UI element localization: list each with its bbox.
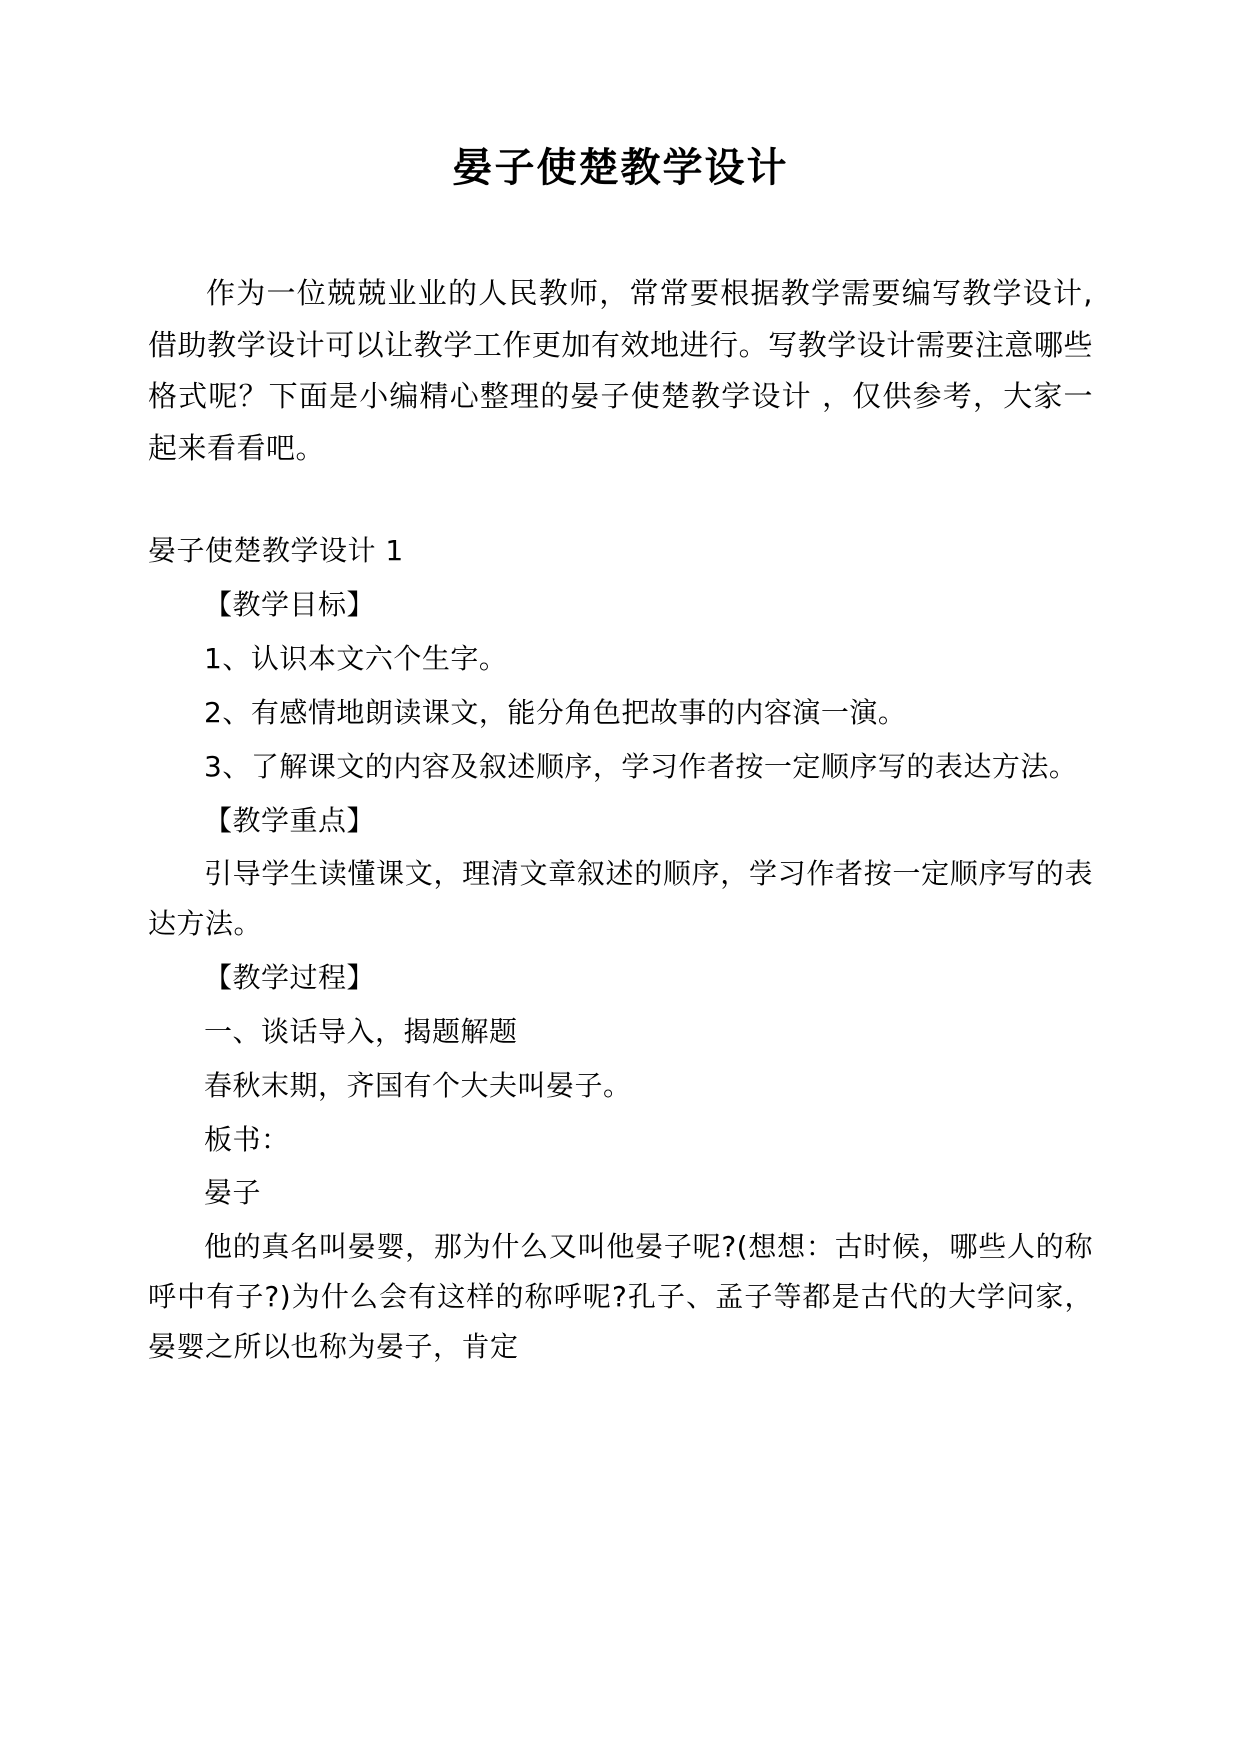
section-heading: 晏子使楚教学设计 1	[148, 534, 404, 568]
body-line: 板书：	[204, 1122, 290, 1156]
body-line: 他的真名叫晏婴，那为什么又叫他晏子呢?(想想：古时候，哪些人的称呼中有子?)为什么会有这样的称呼呢?孔子、孟子等都是古代的大学问家，晏婴之所以也称为晏子，肯定	[148, 1230, 1093, 1363]
body-line: 【教学过程】	[204, 961, 376, 995]
body-line: 【教学目标】	[204, 588, 376, 622]
body-line: 【教学重点】	[204, 803, 376, 837]
body-line: 3、了解课文的内容及叙述顺序，学习作者按一定顺序写的表达方法。	[204, 749, 1078, 783]
body-line: 一、谈话导入，揭题解题	[204, 1014, 518, 1048]
body-line: 春秋末期，齐国有个大夫叫晏子。	[204, 1068, 632, 1102]
intro-paragraph: 作为一位兢兢业业的人民教师，常常要根据教学需要编写教学设计,借助教学设计可以让教学工作更加有效地进行。写教学设计需要注意哪些格式呢？下面是小编精心整理的晏子使楚教学设计 ，仅供参考，大家一起来看看吧。	[148, 276, 1093, 465]
body-line: 晏子	[204, 1176, 262, 1210]
document-body	[148, 526, 1093, 1371]
body-line: 1、认识本文六个生字。	[204, 642, 508, 676]
intro-paragraph-block	[148, 268, 1093, 474]
body-line: 引导学生读懂课文，理清文章叙述的顺序，学习作者按一定顺序写的表达方法。	[148, 857, 1093, 941]
page-title: 晏子使楚教学设计	[452, 145, 789, 191]
body-line: 2、有感情地朗读课文，能分角色把故事的内容演一演。	[204, 695, 907, 729]
